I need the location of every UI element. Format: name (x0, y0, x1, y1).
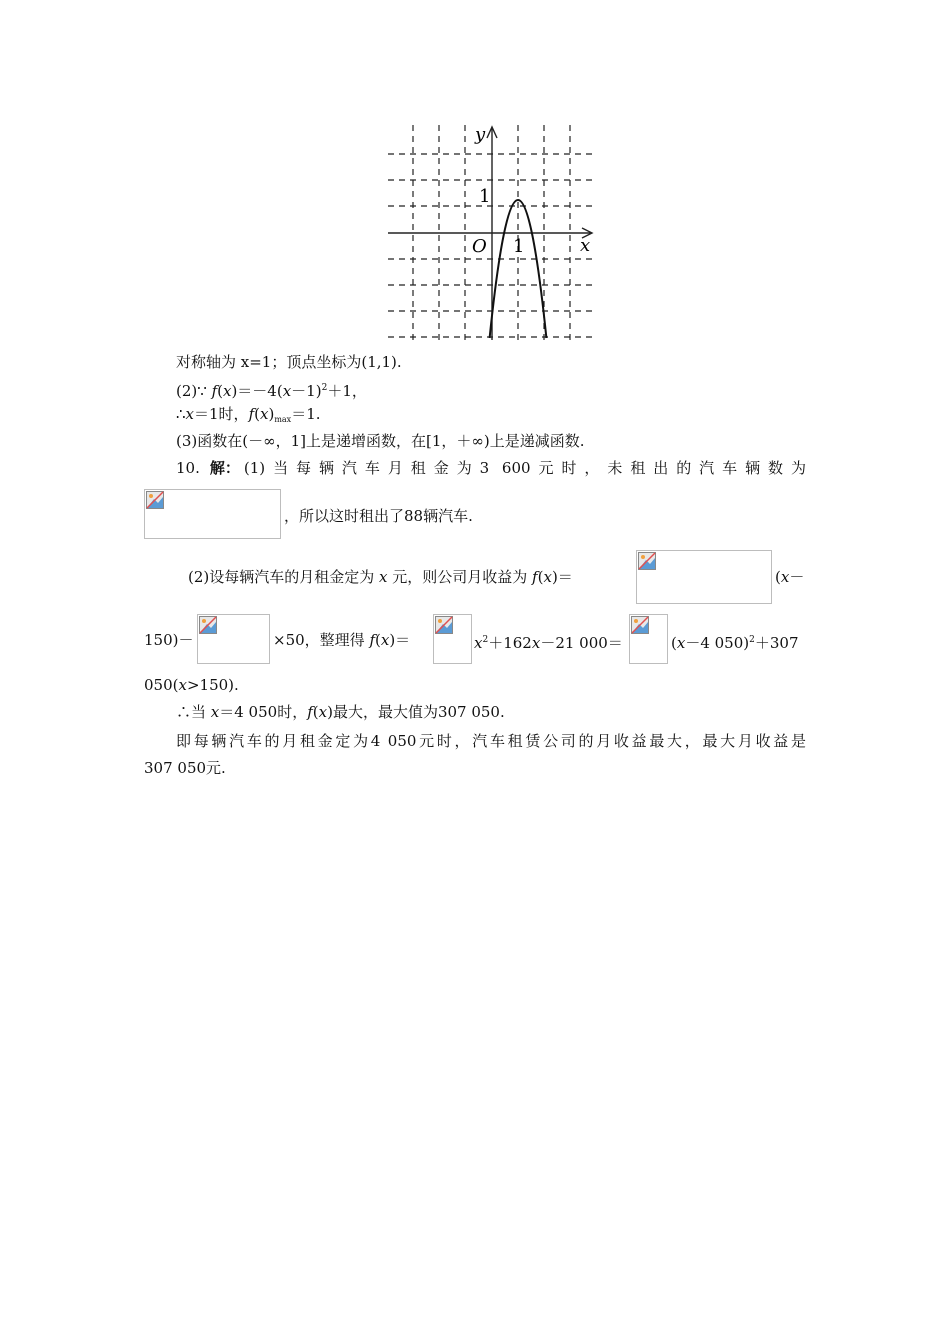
text: f (211, 382, 218, 400)
text: x (474, 634, 483, 652)
broken-image-placeholder (636, 550, 772, 604)
text: x (222, 382, 232, 400)
parabola-graph (386, 120, 600, 344)
text: 2 (321, 383, 328, 393)
text: f (369, 631, 375, 649)
text: － (789, 568, 805, 586)
text: ＋162 (488, 634, 532, 652)
text: (2)设每辆汽车的月租金定为 (188, 568, 380, 586)
text-line-rented-cars: ，所以这时租出了88辆汽车. (284, 507, 473, 525)
text: ＝1. (291, 405, 321, 423)
broken-image-icon (631, 616, 649, 634)
text: x (178, 676, 187, 694)
text: max (274, 415, 292, 424)
text: >150). (186, 676, 239, 694)
text-line-conclusion (176, 702, 505, 722)
text: ∴当 (176, 703, 211, 721)
broken-image-icon (199, 616, 217, 634)
text: x (676, 634, 686, 652)
text: x (282, 382, 292, 400)
text-line-continuation (775, 567, 804, 587)
broken-image-icon (435, 616, 453, 634)
text-line-max (176, 404, 321, 430)
text: f (307, 703, 313, 721)
text-segment (671, 630, 799, 653)
text: －4 050) (685, 634, 750, 652)
text: 2 (482, 635, 489, 645)
text: x (780, 568, 790, 586)
text-segment: 150)－ (144, 631, 194, 649)
text-line-part2-function (176, 378, 367, 401)
text-segment (474, 630, 623, 653)
text: ＋1， (327, 382, 367, 400)
text: f (248, 405, 255, 423)
text: ＋307 (754, 634, 799, 652)
y-axis-label: y (475, 124, 486, 145)
text-segment (273, 630, 410, 650)
text: －21 000＝ (540, 634, 623, 652)
text: ( (312, 703, 319, 721)
text: x (210, 703, 220, 721)
text: ( (254, 405, 260, 423)
text: ) (268, 405, 275, 423)
text-line-final-value: 307 050元. (144, 759, 226, 777)
text: 050( (144, 676, 179, 694)
text: x (185, 405, 195, 423)
text: ( (775, 568, 781, 586)
text: x (531, 634, 541, 652)
text: 2 (749, 635, 755, 645)
broken-image-placeholder (144, 489, 281, 539)
y-tick-label: 1 (479, 186, 491, 207)
text-line-axis-vertex: 对称轴为 x=1；顶点坐标为(1,1). (176, 353, 402, 371)
origin-label: O (472, 236, 487, 257)
text: (2)∵ (176, 382, 212, 400)
x-tick-label: 1 (513, 236, 525, 257)
text: x (318, 703, 328, 721)
parabola-graph-svg (386, 120, 600, 344)
text: x (543, 568, 552, 586)
text: x (379, 568, 388, 586)
broken-image-icon (638, 552, 656, 570)
text: 元，则公司月收益为 (387, 568, 533, 586)
text: －1) (291, 382, 322, 400)
text: x (380, 631, 390, 649)
broken-image-placeholder (433, 614, 472, 664)
text-line-q10 (176, 458, 806, 478)
text: )＝ (389, 631, 411, 649)
text: )最大，最大值为307 050. (327, 703, 505, 721)
text-line-monotonic: (3)函数在(－∞，1]上是递增函数，在[1，＋∞)上是递减函数. (176, 432, 585, 450)
text: 即每辆汽车的月租金定为4 050元时，汽车租赁公司的月收益最大，最大月收益是 (176, 732, 806, 750)
text: ( (375, 631, 381, 649)
text: (1)当每辆汽车月租金为3 600元时，未租出的汽车辆数为 (243, 459, 806, 477)
text: ( (671, 634, 677, 652)
text-line-domain (144, 675, 239, 695)
text: ( (217, 382, 223, 400)
text: f (532, 568, 538, 586)
text: ＝4 050时， (219, 703, 308, 721)
broken-image-placeholder (629, 614, 668, 664)
text-line-part2-setup (188, 567, 573, 587)
text-line-final (176, 731, 806, 751)
text: ∴ (176, 405, 186, 423)
text: ＝1时， (194, 405, 249, 423)
text: x (259, 405, 269, 423)
text: ( (537, 568, 544, 586)
text: )＝－4( (231, 382, 283, 400)
broken-image-icon (146, 491, 164, 509)
question-number: 10. (176, 459, 200, 477)
answer-label: 解： (209, 459, 240, 477)
broken-image-placeholder (197, 614, 270, 664)
text: ×50，整理得 (273, 631, 370, 649)
text: )＝ (551, 568, 573, 586)
x-axis-label: x (580, 235, 591, 256)
